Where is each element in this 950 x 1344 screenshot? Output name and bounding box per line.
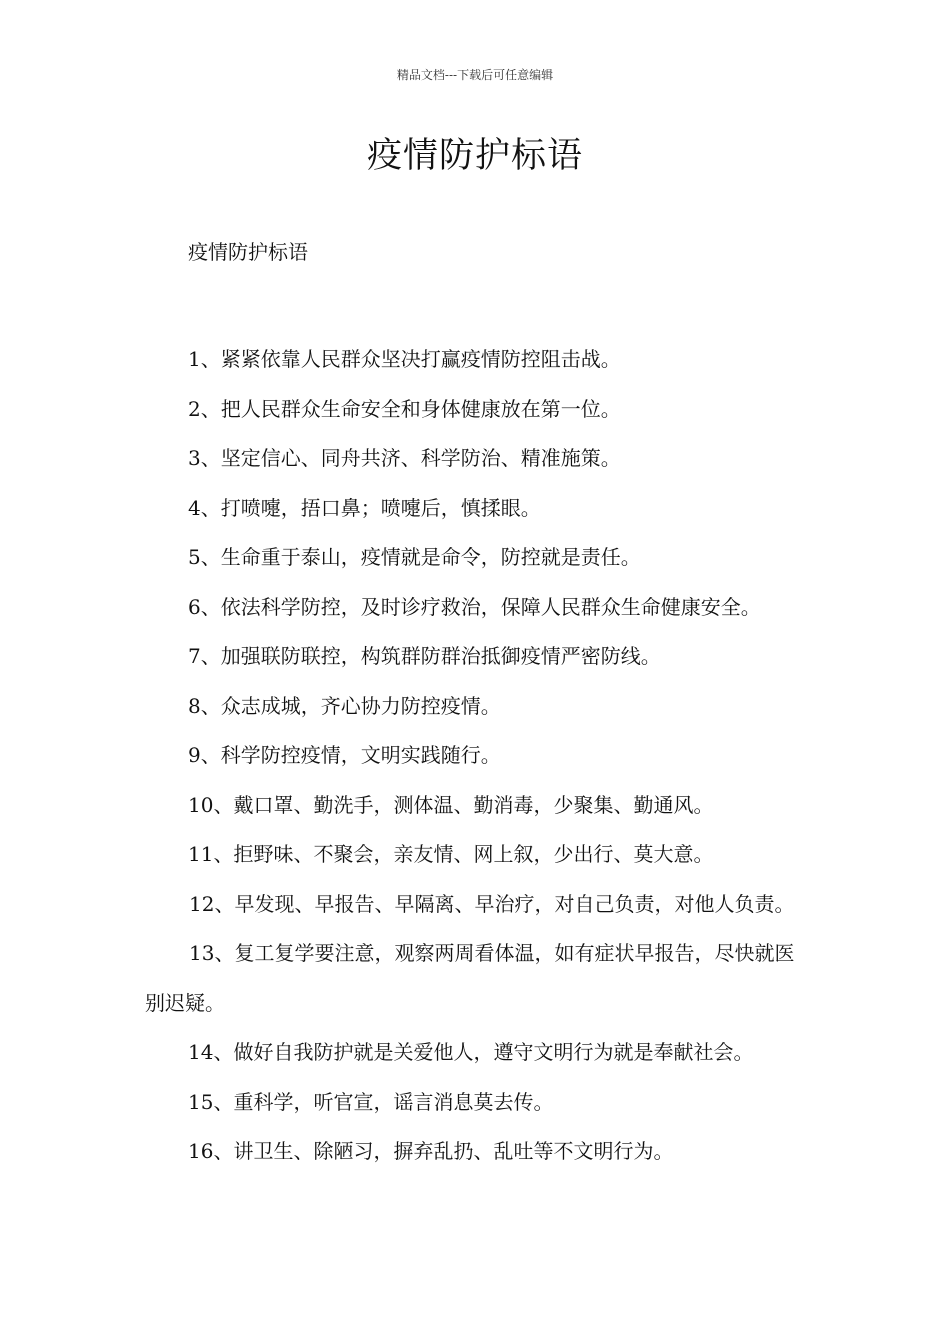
slogan-item: 15、重科学，听官宣，谣言消息莫去传。 (188, 1089, 554, 1114)
slogan-item: 14、做好自我防护就是关爱他人，遵守文明行为就是奉献社会。 (188, 1040, 754, 1064)
slogan-item: 10、戴口罩、勤洗手，测体温、勤消毒，少聚集、勤通风。 (188, 792, 714, 817)
slogan-item: 9、科学防控疫情，文明实践随行。 (188, 743, 501, 767)
slogan-item: 13、复工复学要注意，观察两周看体温，如有症状早报告，尽快就医别迟疑。 (145, 941, 795, 1015)
slogan-item: 4、打喷嚏，捂口鼻；喷嚏后，慎揉眼。 (188, 495, 541, 520)
document-subtitle: 疫情防护标语 (188, 240, 308, 264)
slogan-item: 11、拒野味、不聚会，亲友情、网上叙，少出行、莫大意。 (188, 842, 714, 866)
slogan-list (0, 335, 950, 1177)
slogan-item: 12、早发现、早报告、早隔离、早治疗，对自己负责，对他人负责。 (189, 891, 795, 916)
document-title: 疫情防护标语 (366, 136, 583, 176)
slogan-item: 5、生命重于泰山，疫情就是命令，防控就是责任。 (188, 545, 641, 569)
slogan-item: 1、紧紧依靠人民群众坚决打赢疫情防控阻击战。 (188, 347, 621, 371)
slogan-item: 6、依法科学防控，及时诊疗救治，保障人民群众生命健康安全。 (188, 594, 761, 619)
slogan-item: 8、众志成城，齐心协力防控疫情。 (188, 693, 501, 718)
slogan-item: 3、坚定信心、同舟共济、科学防治、精准施策。 (188, 446, 621, 470)
page-header: 精品文档---下载后可任意编辑 (396, 68, 554, 82)
slogan-item: 2、把人民群众生命安全和身体健康放在第一位。 (188, 396, 621, 421)
slogan-item: 7、加强联防联控，构筑群防群治抵御疫情严密防线。 (188, 644, 661, 668)
slogan-item: 16、讲卫生、除陋习，摒弃乱扔、乱吐等不文明行为。 (188, 1139, 674, 1163)
